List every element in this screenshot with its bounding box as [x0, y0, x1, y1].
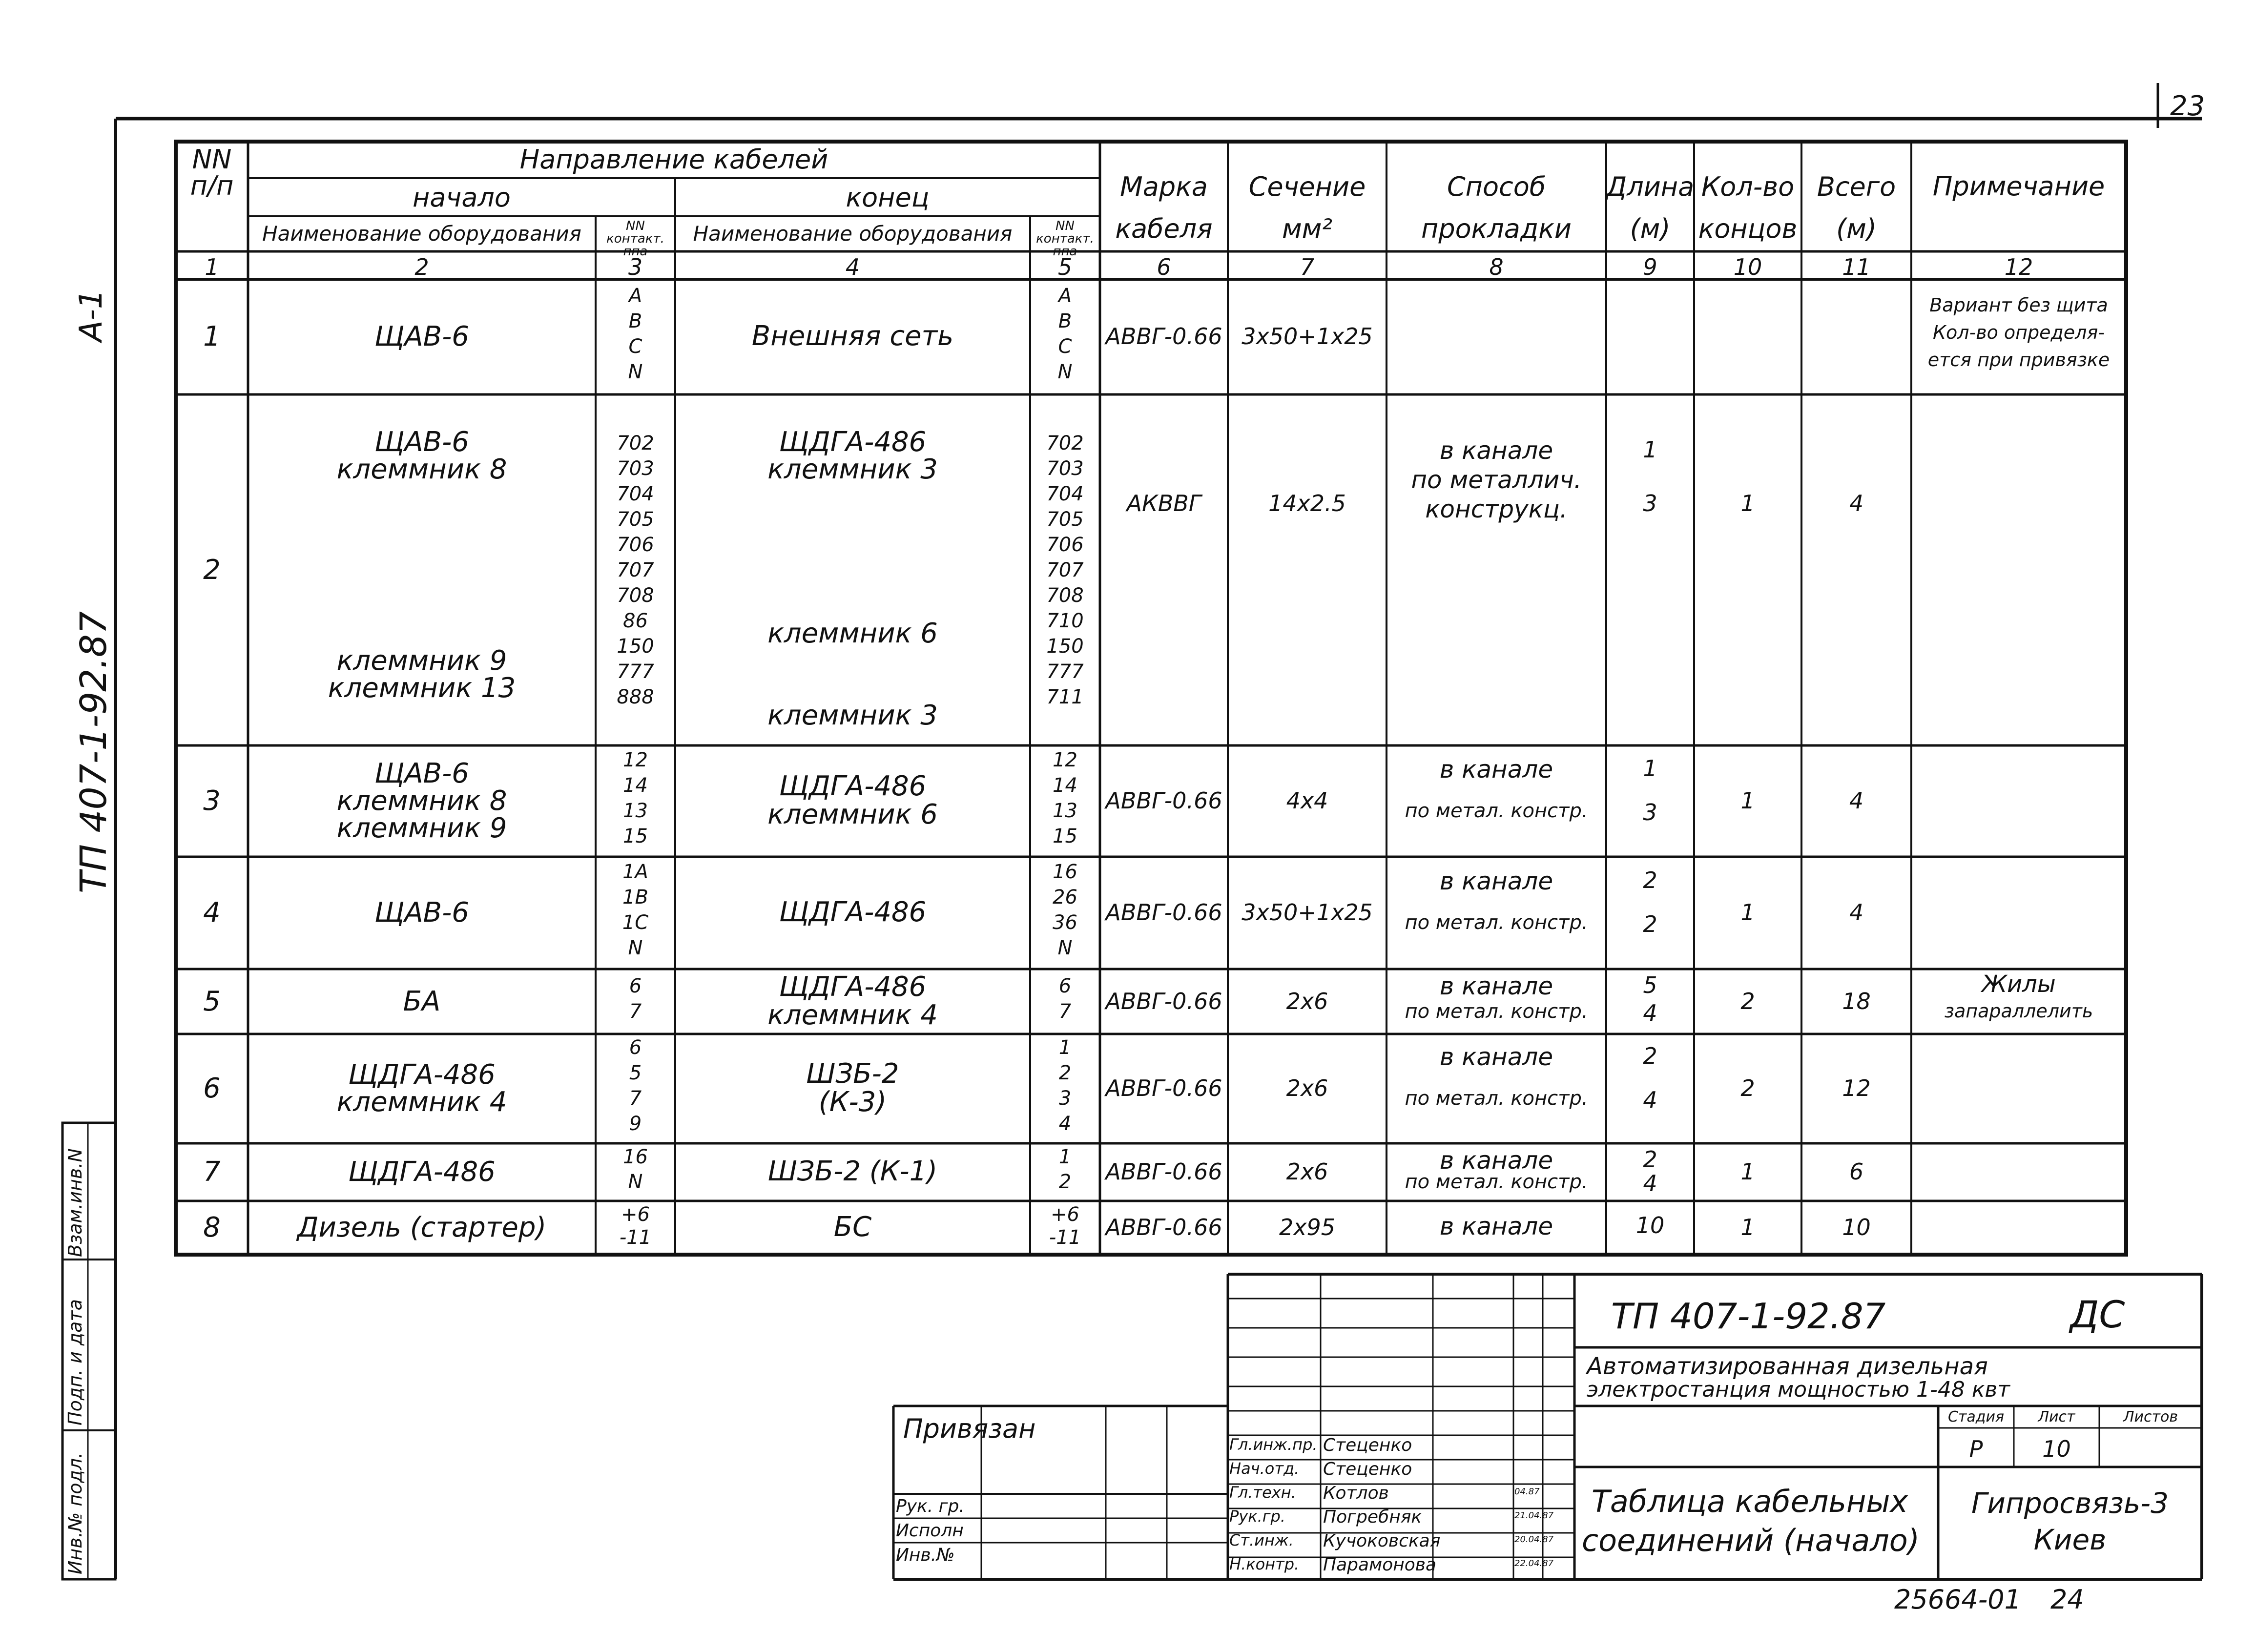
stamp-label-inv: Инв.№ подл.	[64, 1452, 86, 1574]
cable-length: 1	[1643, 755, 1657, 782]
ends-count: 2	[1740, 1075, 1755, 1101]
end-contact: 16	[1053, 861, 1077, 883]
laying-method: по метал. констр.	[1405, 1171, 1588, 1193]
cable-section: 2x6	[1286, 1158, 1328, 1185]
cable-length: 3	[1643, 799, 1657, 826]
total-length: 12	[1842, 1075, 1871, 1101]
laying-method: в канале	[1439, 436, 1553, 465]
header-start: начало	[413, 182, 511, 213]
start-contact: 6	[629, 974, 642, 997]
ends-count: 1	[1740, 490, 1755, 516]
end-contact: 2	[1058, 1171, 1072, 1193]
end-contact: A	[1058, 285, 1072, 307]
start-contact: 150	[617, 635, 654, 658]
end-equipment: ЩДГА-486	[779, 896, 927, 928]
start-contact: 14	[623, 774, 648, 797]
note: Кол-во определя-	[1932, 322, 2105, 343]
start-equipment: Дизель (стартер)	[297, 1212, 547, 1243]
cable-section: 3x50+1x25	[1242, 323, 1373, 350]
side-doc-code: ТП 407-1-92.87	[73, 611, 115, 893]
sheet-title-1: Таблица кабельных	[1592, 1484, 1908, 1519]
laying-method: в канале	[1439, 1043, 1553, 1071]
end-equipment: клеммник 3	[767, 700, 938, 731]
end-contact: 1	[1058, 1146, 1072, 1168]
start-equipment: ЩДГА-486	[348, 1156, 496, 1188]
end-contact: 3	[1058, 1087, 1072, 1110]
cable-section: 3x50+1x25	[1242, 899, 1373, 926]
start-equipment: ЩАВ-6	[374, 897, 469, 929]
cable-brand: АВВГ-0.66	[1105, 1214, 1222, 1240]
start-equipment: клеммник 13	[328, 672, 516, 704]
row-number: 5	[203, 985, 221, 1017]
cable-length: 4	[1643, 1170, 1657, 1197]
end-contact: 26	[1053, 886, 1077, 909]
column-number: 11	[1842, 254, 1871, 280]
laying-method: по метал. констр.	[1405, 1087, 1588, 1110]
header-length: Длина (м)	[1606, 171, 1695, 245]
title-mark: ДС	[2070, 1293, 2125, 1336]
end-equipment: клеммник 3	[767, 454, 938, 485]
signature-name: Стеценко	[1323, 1435, 1412, 1455]
end-contact: 4	[1058, 1113, 1072, 1135]
end-contact: 702	[1046, 432, 1084, 454]
signature-role: Н.контр.	[1229, 1555, 1300, 1573]
end-contact: 708	[1046, 584, 1084, 607]
start-contact: -11	[619, 1226, 652, 1249]
column-number: 9	[1643, 254, 1657, 280]
sheets-label: Листов	[2123, 1408, 2178, 1425]
total-length: 10	[1842, 1214, 1871, 1240]
start-contact: 777	[617, 661, 654, 683]
start-contact: 9	[629, 1113, 642, 1135]
start-equipment: БА	[403, 985, 441, 1017]
end-equipment: ЩДГА-486	[779, 426, 927, 458]
laying-method: конструкц.	[1425, 495, 1568, 523]
start-contact: 704	[617, 483, 654, 505]
laying-method: в канале	[1439, 1212, 1553, 1240]
header-contact-start: NN контакт. ппа	[606, 219, 664, 259]
project-title-1: Автоматизированная дизельная	[1587, 1353, 1988, 1380]
sheet-title-2: соединений (начало)	[1582, 1523, 1920, 1558]
cable-section: 2x95	[1279, 1214, 1336, 1240]
cable-length: 3	[1643, 490, 1657, 516]
note: Вариант без щита	[1929, 294, 2108, 316]
laying-method: по метал. констр.	[1405, 1000, 1588, 1023]
cable-length: 10	[1635, 1212, 1665, 1239]
signature-date: 21.04.87	[1514, 1510, 1554, 1521]
laying-method: в канале	[1439, 1146, 1553, 1175]
note: запараллелить	[1944, 1000, 2093, 1022]
end-equipment: ЩДГА-486	[779, 770, 927, 802]
laying-method: в канале	[1439, 972, 1553, 1000]
start-contact: 16	[623, 1146, 648, 1168]
row-number: 2	[203, 554, 221, 586]
signature-role: Гл.техн.	[1229, 1483, 1296, 1502]
signature-date: 20.04.87	[1514, 1534, 1554, 1545]
total-length: 4	[1849, 787, 1864, 814]
end-equipment: (К-3)	[818, 1086, 887, 1118]
end-equipment: клеммник 6	[767, 799, 938, 830]
column-number: 2	[414, 254, 429, 280]
start-contact: 7	[629, 1000, 642, 1023]
end-contact: N	[1057, 937, 1073, 959]
laying-method: в канале	[1439, 755, 1553, 784]
title-doc-code: ТП 407-1-92.87	[1611, 1296, 1886, 1337]
cable-brand: АВВГ-0.66	[1105, 1075, 1222, 1101]
signature-name: Парамонова	[1323, 1555, 1437, 1575]
column-number: 6	[1157, 254, 1171, 280]
signature-role: Рук.гр.	[1229, 1507, 1286, 1526]
laying-method: по металлич.	[1411, 466, 1582, 494]
stage-label: Стадия	[1947, 1408, 2005, 1425]
end-contact: 707	[1046, 559, 1084, 581]
column-number: 10	[1733, 254, 1762, 280]
page-number: 23	[2170, 90, 2205, 122]
start-contact: N	[628, 1171, 643, 1193]
header-note: Примечание	[1932, 171, 2105, 202]
start-contact: 702	[617, 432, 654, 454]
column-number: 3	[628, 254, 643, 280]
end-contact: 7	[1058, 1000, 1072, 1023]
end-contact: 703	[1046, 457, 1084, 480]
cable-brand: АВВГ-0.66	[1105, 1158, 1222, 1185]
header-direction: Направление кабелей	[519, 144, 828, 175]
start-equipment: клеммник 4	[336, 1086, 507, 1118]
start-equipment: клеммник 9	[336, 812, 507, 844]
header-end: конец	[846, 182, 930, 213]
end-contact: +6	[1051, 1203, 1079, 1226]
start-contact: N	[628, 937, 643, 959]
end-contact: 705	[1046, 508, 1084, 531]
column-number: 4	[845, 254, 860, 280]
end-equipment: ЩДГА-486	[779, 971, 927, 1003]
signature-name: Котлов	[1323, 1483, 1389, 1503]
laying-method: в канале	[1439, 867, 1553, 895]
end-contact: -11	[1049, 1226, 1081, 1249]
header-total: Всего (м)	[1817, 171, 1896, 245]
left-role-3: Инв.№	[896, 1545, 955, 1565]
start-contact: 888	[617, 686, 654, 708]
end-contact: 13	[1053, 800, 1077, 822]
row-number: 6	[203, 1073, 221, 1104]
end-equipment: ШЗБ-2 (К-1)	[767, 1156, 938, 1187]
start-contact: 707	[617, 559, 654, 581]
end-contact: 704	[1046, 483, 1084, 505]
start-contact: C	[628, 335, 642, 358]
total-length: 4	[1849, 490, 1864, 516]
end-equipment: клеммник 6	[767, 618, 938, 649]
start-contact: B	[628, 310, 642, 332]
header-contact-end: NN контакт. ппа	[1036, 219, 1094, 259]
cable-length: 2	[1643, 1146, 1657, 1173]
signature-role: Гл.инж.пр.	[1229, 1435, 1318, 1454]
signature-name: Кучоковская	[1323, 1531, 1441, 1551]
end-contact: 710	[1046, 610, 1084, 632]
org-2: Киев	[2033, 1523, 2107, 1556]
end-contact: 711	[1046, 686, 1084, 708]
start-contact: 705	[617, 508, 654, 531]
row-number: 3	[203, 785, 221, 817]
cable-brand: АВВГ-0.66	[1105, 787, 1222, 814]
column-number: 7	[1300, 254, 1315, 280]
start-equipment: ЩАВ-6	[374, 321, 469, 352]
org-1: Гипросвязь-3	[1971, 1487, 2169, 1520]
end-contact: 12	[1053, 749, 1077, 771]
start-contact: 1C	[622, 911, 649, 934]
row-number: 4	[203, 897, 221, 929]
signature-role: Нач.отд.	[1229, 1459, 1300, 1478]
start-equipment: ЩАВ-6	[374, 758, 469, 789]
sheet-code: А-1	[73, 289, 109, 342]
end-contact: 2	[1058, 1062, 1072, 1084]
header-equipment-start: Наименование оборудования	[262, 222, 581, 246]
start-equipment: клеммник 9	[336, 645, 507, 677]
ends-count: 1	[1740, 1214, 1755, 1240]
header-section: Сечение мм²	[1248, 171, 1366, 245]
project-title-2: электростанция мощностью 1-48 квт	[1587, 1377, 2010, 1402]
sheet-value: 10	[2042, 1436, 2071, 1462]
total-length: 18	[1842, 988, 1871, 1014]
cable-length: 4	[1643, 1087, 1657, 1113]
column-number: 1	[205, 254, 219, 280]
total-length: 4	[1849, 899, 1864, 926]
start-contact: 6	[629, 1036, 642, 1059]
end-equipment: ШЗБ-2	[806, 1058, 899, 1090]
cable-length: 2	[1643, 1043, 1657, 1069]
cable-brand: АКВВГ	[1126, 490, 1201, 516]
start-contact: 7	[629, 1087, 642, 1110]
start-contact: 5	[629, 1062, 642, 1084]
row-number: 7	[203, 1156, 221, 1188]
end-contact: 36	[1053, 911, 1077, 934]
ends-count: 2	[1740, 988, 1755, 1014]
end-contact: 14	[1053, 774, 1077, 797]
start-contact: 86	[623, 610, 648, 632]
left-role-1: Рук. гр.	[896, 1496, 965, 1516]
row-number: 8	[203, 1212, 221, 1243]
end-contact: 706	[1046, 534, 1084, 556]
start-contact: 1A	[622, 861, 648, 883]
note: ется при привязке	[1927, 349, 2110, 371]
cable-length: 2	[1643, 911, 1657, 937]
header-nn: NN п/п	[190, 144, 234, 201]
left-role-2: Исполн	[896, 1521, 964, 1541]
start-contact: 1B	[622, 886, 648, 909]
cable-length: 2	[1643, 867, 1657, 893]
end-contact: 6	[1058, 974, 1072, 997]
cable-length: 4	[1643, 999, 1657, 1026]
cable-section: 14x2.5	[1268, 490, 1346, 516]
end-contact: 777	[1046, 661, 1084, 683]
signature-date: 22.04.87	[1514, 1558, 1554, 1569]
cable-brand: АВВГ-0.66	[1105, 988, 1222, 1014]
column-number: 12	[2004, 254, 2033, 280]
end-contact: 1	[1058, 1036, 1072, 1059]
laying-method: по метал. констр.	[1405, 800, 1588, 822]
cable-length: 5	[1643, 972, 1657, 998]
stage-value: Р	[1969, 1436, 1983, 1462]
start-contact: 13	[623, 800, 648, 822]
archive-number: 25664-01	[1894, 1584, 2021, 1615]
cable-section: 4x4	[1286, 787, 1328, 814]
ends-count: 1	[1740, 1158, 1755, 1185]
footer-page: 24	[2050, 1584, 2084, 1615]
ends-count: 1	[1740, 787, 1755, 814]
header-brand: Марка кабеля	[1115, 171, 1213, 245]
start-equipment: ЩДГА-486	[348, 1059, 496, 1091]
start-contact: 708	[617, 584, 654, 607]
bound-label: Привязан	[903, 1413, 1036, 1444]
total-length: 6	[1849, 1158, 1864, 1185]
ends-count: 1	[1740, 899, 1755, 926]
stamp-label-sign: Подп. и дата	[64, 1299, 86, 1425]
start-contact: 15	[623, 825, 648, 847]
start-equipment: ЩАВ-6	[374, 426, 469, 458]
start-contact: A	[628, 285, 642, 307]
signature-name: Стеценко	[1323, 1459, 1412, 1479]
header-equipment-end: Наименование оборудования	[693, 222, 1013, 246]
start-contact: 706	[617, 534, 654, 556]
cable-brand: АВВГ-0.66	[1105, 899, 1222, 926]
start-contact: +6	[621, 1203, 650, 1226]
signature-name: Погребняк	[1323, 1507, 1422, 1527]
column-number: 5	[1057, 254, 1073, 280]
start-contact: 12	[623, 749, 648, 771]
header-method: Способ прокладки	[1421, 171, 1572, 245]
start-contact: N	[628, 361, 643, 383]
cable-brand: АВВГ-0.66	[1105, 323, 1222, 350]
end-equipment: БС	[833, 1211, 872, 1243]
start-equipment: клеммник 8	[336, 785, 507, 817]
end-equipment: Внешняя сеть	[751, 320, 954, 352]
column-number: 8	[1489, 254, 1504, 280]
signature-date: 04.87	[1514, 1487, 1540, 1497]
row-number: 1	[203, 321, 221, 352]
end-contact: N	[1057, 361, 1073, 383]
start-equipment: клеммник 8	[336, 454, 507, 485]
end-equipment: клеммник 4	[767, 999, 938, 1031]
cable-length: 1	[1643, 436, 1657, 463]
note: Жилы	[1982, 970, 2056, 998]
stamp-label-replace: Взам.инв.N	[64, 1148, 86, 1257]
cable-section: 2x6	[1286, 988, 1328, 1014]
cable-section: 2x6	[1286, 1075, 1328, 1101]
end-contact: C	[1058, 335, 1072, 358]
start-contact: 703	[617, 457, 654, 480]
signature-role: Ст.инж.	[1229, 1531, 1294, 1549]
end-contact: 15	[1053, 825, 1077, 847]
header-ends: Кол-во концов	[1698, 171, 1798, 245]
end-contact: 150	[1046, 635, 1084, 658]
sheet-label: Лист	[2038, 1408, 2075, 1425]
laying-method: по метал. констр.	[1405, 911, 1588, 934]
end-contact: B	[1058, 310, 1072, 332]
